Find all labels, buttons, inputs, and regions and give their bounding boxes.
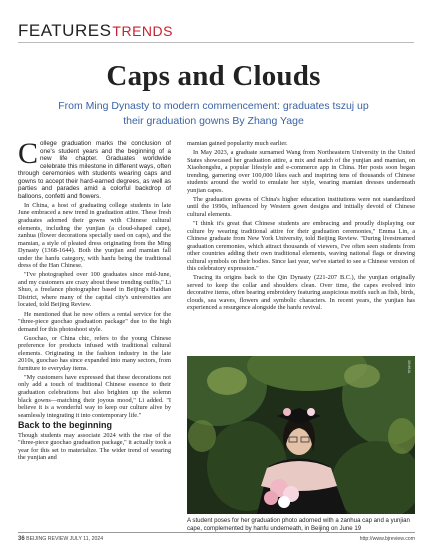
graduate-photo — [187, 356, 415, 514]
body-paragraph: He mentioned that he now offers a rental service for the "three-piece guochao graduation package" due to the high demand for this photoshoot style. — [18, 310, 171, 333]
section-name: FEATURES — [18, 21, 112, 40]
drop-cap: C — [18, 137, 39, 170]
body-paragraph: Guochao, or China chic, refers to the young Chinese preference for products infused with traditional cultural elements. Originating in the fashion industry in the late 2010s, guochao has since expanded into many sectors, from furniture to everyday items. — [18, 334, 171, 372]
header-divider — [18, 42, 414, 43]
photo-credit: XINHUA — [407, 360, 411, 374]
issue-info: BEIJING REVIEW JULY 11, 2024 — [26, 536, 104, 542]
lead-paragraph: College graduation marks the conclusion of one's student years and the beginning of a new life chapter. Graduates worldwide celebrate this milestone in different ways, often through ceremonies with students wearing caps and gowns to accept their hard-earned degrees, as well as parties and parades amid a colorful backdrop of balloons, confetti and flowers. — [18, 137, 171, 200]
body-paragraph: In China, a host of graduating college students in late June embraced a new trend in graduation attire. These fresh graduates adorned their gowns with Chinese cultural elements, including the yunjian (a cloud-shaped cape), zanhua (flower decorations specially used on caps), and the mamian, a style of pleated dress originating from the Ming Dynasty (1368-1644). Both the yunjian and mamian fall under the hanfu category, with hanfu being the traditional dress of the Han Chinese. — [18, 201, 171, 270]
subtitle-text: From Ming Dynasty to modern commencement: graduates tszuj up their graduation gowns — [58, 100, 369, 127]
body-paragraph: "I've photographed over 100 graduates since mid-June, and my customers are crazy about these trending outfits," Li Shuo, a freelance photographer based in Beijing's Haidian District, where many of the capital city's universities are located, told Beijing Review. — [18, 271, 171, 309]
left-column — [18, 137, 171, 463]
website-url: http://www.bjreview.com — [359, 536, 415, 542]
body-paragraph: The graduation gowns of China's higher education institutions were not standardized until the 1990s, influenced by Western gown designs and initially devoid of Chinese cultural elements. — [187, 195, 415, 218]
article-title: Caps and Clouds — [106, 60, 321, 92]
page-header — [18, 19, 414, 43]
section-label — [18, 21, 173, 41]
footer-divider — [18, 532, 415, 533]
body-paragraph: "I think it's great that Chinese students are embracing and proudly displaying our culture by wearing traditional attire for their graduation ceremonies," Emma Lin, a Chinese graduate from New York University, told Beijing Review. "During livestreamed graduation ceremonies, which attract thousands of viewers, I've often seen students from other countries adding their own traditional elements, waving national flags or drawing cultural symbols on their bodies. Since last year, we've started to see a Chinese version of this celebratory expression." — [187, 219, 415, 273]
byline: By Zhang Yage — [232, 115, 304, 127]
body-paragraph: Tracing its origins back to the Qin Dynasty (221-207 B.C.), the yunjian originally served to keep the collar and shoulders clean. Over time, the capes evolved into decorative items, often bearing embroidery featuring auspicious motifs such as fish, birds, clouds, sea waves, flowers and symbolic characters. In recent years, the yunjian has experienced a resurgence alongside the hanfu revival. — [187, 274, 415, 312]
body-paragraph: Though students may associate 2024 with the rise of the "three-piece guochao graduation package," it actually took a year for this set to materialize. The wider trend of wearing the yunjian and — [18, 431, 171, 462]
article-subtitle — [50, 99, 377, 129]
body-paragraph: In May 2023, a graduate surnamed Wang from Northeastern University in the United States showcased her graduation attire, a mix and match of the yunjian and mamian, on Xiaohongshu, a popular lifestyle and e-commerce app in China. Her posts soon began trending, garnering over 100,000 likes each and inspiring tens of thousands of Chinese students around the world to emulate her style, wearing mamian dresses underneath yunjian capes. — [187, 149, 415, 194]
body-paragraph: mamian gained popularity much earlier. — [187, 140, 288, 147]
subsection-name: TRENDS — [112, 23, 173, 39]
page-number: 36 — [18, 536, 25, 542]
photo-caption: A student poses for her graduation photo adorned with a zanhua cap and a yunjian cape, complemented by hanfu underneath, in Beijing on June 19 — [187, 517, 410, 532]
section-subhead: Back to the beginning — [18, 420, 113, 431]
page-footer — [18, 536, 415, 542]
photo-illustration — [187, 356, 415, 514]
body-paragraph: "My customers have expressed that these decorations not only add a touch of traditional Chinese essence to their graduation celebrations but also brighten up the solemn black gowns—matching their joyous mood," Li added. "I believe it is a wonderful way to keep our culture alive by seamlessly integrating it into contemporary life." — [18, 373, 171, 419]
right-column — [187, 140, 415, 314]
